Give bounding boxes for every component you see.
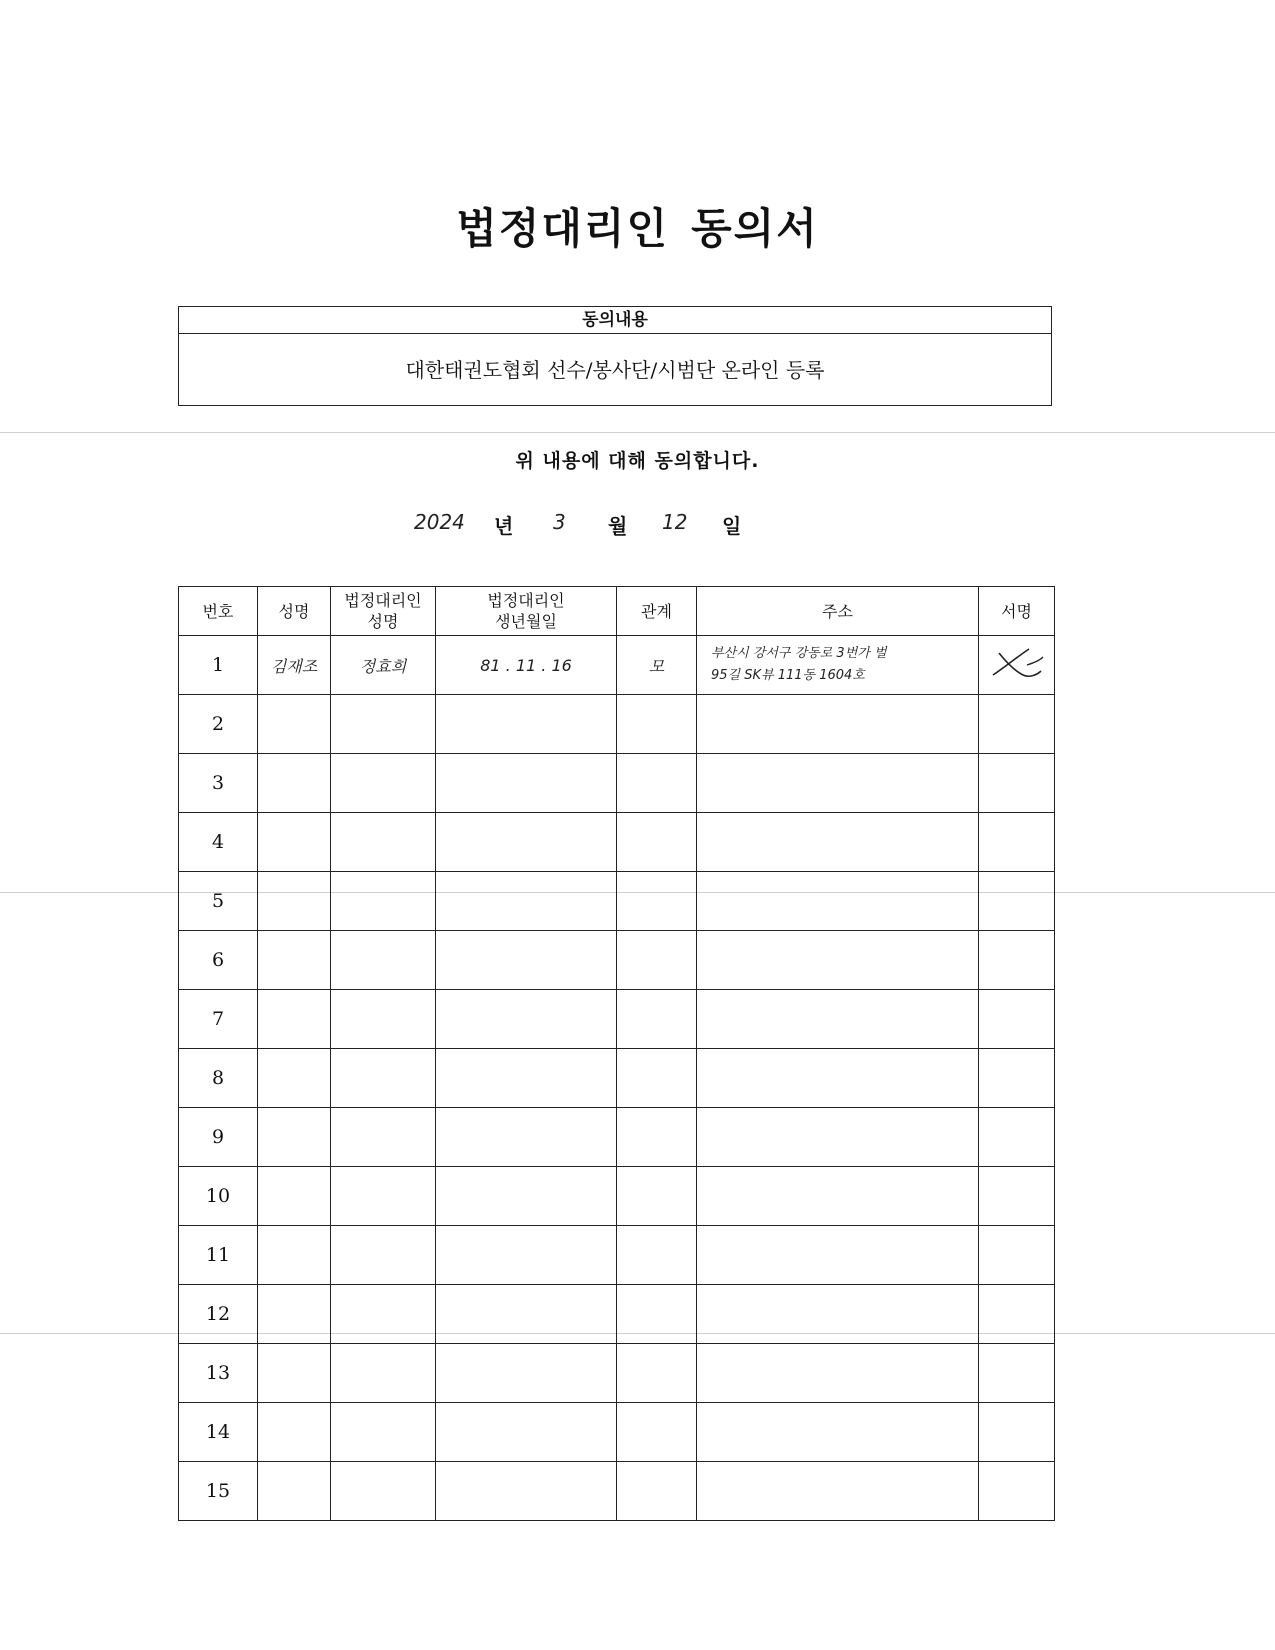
header-guardian-birth xyxy=(436,587,617,636)
row-number: 5 xyxy=(179,872,258,931)
student-name-cell xyxy=(258,1226,331,1285)
relation-cell xyxy=(617,1226,697,1285)
header-guardian-name xyxy=(331,587,436,636)
guardian-birth-cell xyxy=(436,1344,617,1403)
guardian-name-cell xyxy=(331,1285,436,1344)
signature-cell xyxy=(979,931,1055,990)
student-name-cell xyxy=(258,931,331,990)
table-header-row xyxy=(179,587,1055,636)
table-row xyxy=(179,1167,1055,1226)
row-number: 9 xyxy=(179,1108,258,1167)
guardian-birth-cell xyxy=(436,813,617,872)
signature-cell xyxy=(979,1462,1055,1521)
row-number: 6 xyxy=(179,931,258,990)
header-line: 법정대리인 xyxy=(487,591,565,610)
student-name-cell: 김재조 xyxy=(258,636,331,695)
date-month: 3 xyxy=(553,510,566,534)
guardian-birth-cell xyxy=(436,1049,617,1108)
signature-cell xyxy=(979,1049,1055,1108)
date-year: 2024 xyxy=(414,510,465,534)
signature-cell xyxy=(979,1108,1055,1167)
signature-cell xyxy=(979,872,1055,931)
student-name-cell xyxy=(258,1403,331,1462)
address-cell xyxy=(697,813,979,872)
consent-content-box xyxy=(178,306,1052,406)
guardian-name-cell xyxy=(331,695,436,754)
header-address: 주소 xyxy=(697,587,979,636)
relation-cell xyxy=(617,1285,697,1344)
header-relation: 관계 xyxy=(617,587,697,636)
row-number: 10 xyxy=(179,1167,258,1226)
relation-cell xyxy=(617,1108,697,1167)
guardian-name-cell xyxy=(331,813,436,872)
header-no: 번호 xyxy=(179,587,258,636)
table-row xyxy=(179,1403,1055,1462)
title-word: 법정대리인 xyxy=(456,204,670,253)
student-name-cell xyxy=(258,1108,331,1167)
address-cell xyxy=(697,1108,979,1167)
table-row xyxy=(179,1344,1055,1403)
guardian-birth-cell xyxy=(436,1462,617,1521)
guardian-birth-cell xyxy=(436,1226,617,1285)
guardian-name-cell xyxy=(331,1049,436,1108)
relation-cell xyxy=(617,990,697,1049)
date-year-unit: 년 xyxy=(494,514,514,538)
guardian-name-cell xyxy=(331,1403,436,1462)
guardian-name-cell xyxy=(331,872,436,931)
student-name-cell xyxy=(258,695,331,754)
table-row xyxy=(179,990,1055,1049)
signature-cell xyxy=(979,636,1055,695)
table-row xyxy=(179,1049,1055,1108)
guardian-name-cell xyxy=(331,931,436,990)
date-month-unit: 월 xyxy=(608,514,628,538)
address-cell xyxy=(697,931,979,990)
student-name-cell xyxy=(258,813,331,872)
guardian-birth-cell xyxy=(436,695,617,754)
guardian-birth-cell xyxy=(436,1108,617,1167)
address-cell xyxy=(697,1285,979,1344)
student-name-cell xyxy=(258,1344,331,1403)
signature-cell xyxy=(979,1285,1055,1344)
address-cell xyxy=(697,990,979,1049)
agree-statement: 위 내용에 대해 동의합니다. xyxy=(515,450,760,472)
relation-cell xyxy=(617,1403,697,1462)
guardian-birth-cell xyxy=(436,990,617,1049)
guardian-name-cell xyxy=(331,1462,436,1521)
signature-cell xyxy=(979,990,1055,1049)
row-number: 15 xyxy=(179,1462,258,1521)
address-cell xyxy=(697,1226,979,1285)
row-number: 11 xyxy=(179,1226,258,1285)
relation-cell xyxy=(617,1049,697,1108)
row-number: 2 xyxy=(179,695,258,754)
consent-content: 대한태권도협회 선수/봉사단/시범단 온라인 등록 xyxy=(405,358,825,382)
row-number: 13 xyxy=(179,1344,258,1403)
table-row xyxy=(179,931,1055,990)
guardian-birth-cell xyxy=(436,1285,617,1344)
signature-cell xyxy=(979,1167,1055,1226)
guardian-birth-cell xyxy=(436,1403,617,1462)
row-number: 8 xyxy=(179,1049,258,1108)
signature-cell xyxy=(979,695,1055,754)
address-cell xyxy=(697,636,979,695)
guardian-birth-cell xyxy=(436,872,617,931)
signature-cell xyxy=(979,1226,1055,1285)
guardian-name-cell xyxy=(331,1226,436,1285)
title-word: 동의서 xyxy=(691,204,819,253)
table-row xyxy=(179,813,1055,872)
signature-cell xyxy=(979,754,1055,813)
address-cell xyxy=(697,754,979,813)
signature-cell xyxy=(979,813,1055,872)
address-cell xyxy=(697,695,979,754)
relation-cell xyxy=(617,931,697,990)
address-cell xyxy=(697,872,979,931)
relation-cell xyxy=(617,1344,697,1403)
student-name-cell xyxy=(258,1462,331,1521)
address-line: 부산시 강서구 강동로 3번가 벌 xyxy=(711,646,887,661)
signature-cell xyxy=(979,1344,1055,1403)
guardian-name-cell xyxy=(331,1167,436,1226)
date-line xyxy=(0,510,1275,540)
document-title xyxy=(0,196,1275,256)
student-name-cell xyxy=(258,1285,331,1344)
table-row xyxy=(179,695,1055,754)
signature-cell xyxy=(979,1403,1055,1462)
guardian-registry-table xyxy=(178,586,1055,1521)
table-row xyxy=(179,1108,1055,1167)
header-line: 생년월일 xyxy=(495,612,557,631)
relation-cell xyxy=(617,872,697,931)
row-number: 7 xyxy=(179,990,258,1049)
row-number: 14 xyxy=(179,1403,258,1462)
address-cell xyxy=(697,1462,979,1521)
row-number: 3 xyxy=(179,754,258,813)
relation-cell xyxy=(617,754,697,813)
guardian-name-cell xyxy=(331,754,436,813)
address-cell xyxy=(697,1167,979,1226)
row-number: 1 xyxy=(179,636,258,695)
address-line: 95길 SK뷰 111동 1604호 xyxy=(711,668,865,683)
address-cell xyxy=(697,1344,979,1403)
table-row xyxy=(179,636,1055,695)
address-cell xyxy=(697,1049,979,1108)
guardian-name-cell xyxy=(331,1108,436,1167)
table-row xyxy=(179,754,1055,813)
table-row xyxy=(179,1285,1055,1344)
header-line: 성명 xyxy=(367,612,399,631)
table-row xyxy=(179,872,1055,931)
address-cell xyxy=(697,1403,979,1462)
guardian-name-cell xyxy=(331,990,436,1049)
relation-cell xyxy=(617,695,697,754)
header-signature: 서명 xyxy=(979,587,1055,636)
header-name: 성명 xyxy=(258,587,331,636)
guardian-name-cell: 정효희 xyxy=(331,636,436,695)
guardian-birth-cell xyxy=(436,1167,617,1226)
table-row xyxy=(179,1226,1055,1285)
student-name-cell xyxy=(258,1049,331,1108)
student-name-cell xyxy=(258,872,331,931)
date-day-unit: 일 xyxy=(722,514,742,538)
consent-header: 동의내용 xyxy=(179,307,1051,334)
student-name-cell xyxy=(258,754,331,813)
row-number: 4 xyxy=(179,813,258,872)
relation-cell xyxy=(617,1167,697,1226)
guardian-name-cell xyxy=(331,1344,436,1403)
date-day: 12 xyxy=(662,510,688,534)
row-number: 12 xyxy=(179,1285,258,1344)
student-name-cell xyxy=(258,990,331,1049)
guardian-birth-cell: 81 . 11 . 16 xyxy=(436,636,617,695)
scan-artifact-line xyxy=(0,432,1275,433)
guardian-birth-cell xyxy=(436,931,617,990)
guardian-birth-cell xyxy=(436,754,617,813)
relation-cell xyxy=(617,1462,697,1521)
table-row xyxy=(179,1462,1055,1521)
header-line: 법정대리인 xyxy=(344,591,422,610)
student-name-cell xyxy=(258,1167,331,1226)
signature-scribble-icon xyxy=(987,645,1047,685)
relation-cell xyxy=(617,813,697,872)
relation-cell: 모 xyxy=(617,636,697,695)
